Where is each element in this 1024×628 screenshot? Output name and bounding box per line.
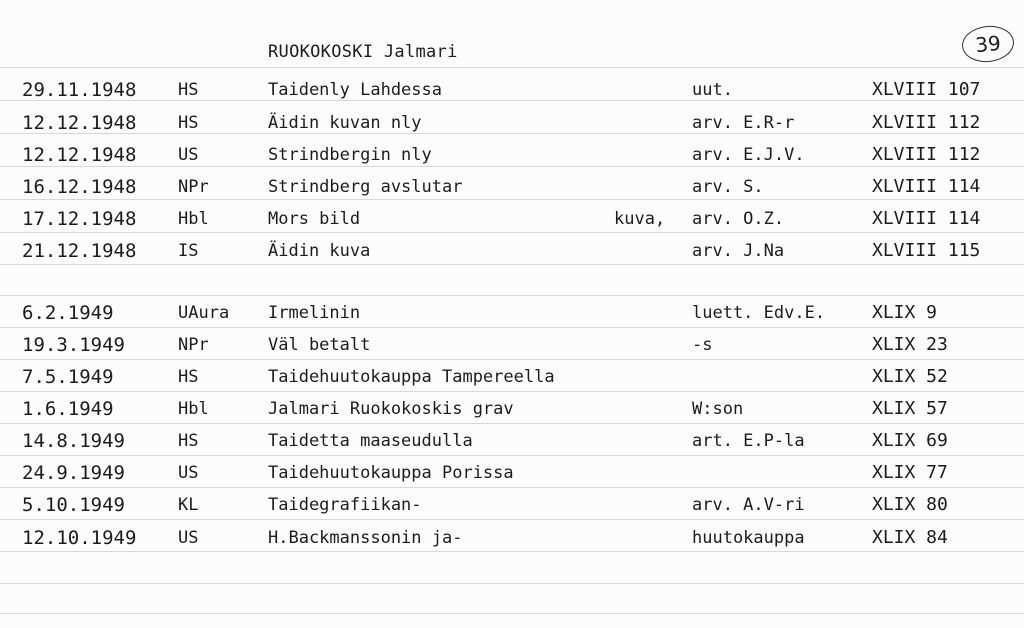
entry-title: Taidegrafiikan- <box>268 495 422 515</box>
entry-row <box>0 297 1024 329</box>
entry-note: art. E.P-la <box>692 431 805 451</box>
entry-note: W:son <box>692 399 744 419</box>
entry-title: Äidin kuvan nly <box>268 113 422 133</box>
entry-date: 12.12.1948 <box>22 112 137 134</box>
entry-reference: XLVIII 112 <box>872 144 981 165</box>
ruled-line <box>0 613 1024 614</box>
entry-note: -s <box>692 335 713 355</box>
entry-title: Väl betalt <box>268 335 371 355</box>
entry-title: Jalmari Ruokokoskis grav <box>268 399 514 419</box>
entry-publication: NPr <box>178 335 209 355</box>
entry-date: 21.12.1948 <box>22 240 137 262</box>
entry-title: Taidehuutokauppa Porissa <box>268 463 514 483</box>
entry-publication: IS <box>178 241 199 261</box>
card-name-heading: RUOKOKOSKI Jalmari <box>268 42 458 62</box>
entry-date: 12.10.1949 <box>22 527 137 549</box>
entry-publication: HS <box>178 367 199 387</box>
entry-publication: HS <box>178 431 199 451</box>
entry-title: Taidehuutokauppa Tampereella <box>268 367 555 387</box>
entry-date: 29.11.1948 <box>22 79 137 101</box>
entry-reference: XLIX 77 <box>872 462 948 483</box>
entry-date: 24.9.1949 <box>22 462 125 484</box>
entry-note: arv. E.J.V. <box>692 145 805 165</box>
entry-row <box>0 139 1024 171</box>
entry-reference: XLVIII 115 <box>872 240 981 261</box>
entry-reference: XLVIII 112 <box>872 112 981 133</box>
entry-date: 14.8.1949 <box>22 430 125 452</box>
entry-publication: US <box>178 528 199 548</box>
entry-title: Äidin kuva <box>268 241 371 261</box>
entry-date: 12.12.1948 <box>22 144 137 166</box>
entry-note: uut. <box>692 80 733 100</box>
entry-reference: XLIX 9 <box>872 302 938 323</box>
entry-title: Taidetta maaseudulla <box>268 431 473 451</box>
entry-note: arv. A.V-ri <box>692 495 805 515</box>
entry-reference: XLVIII 114 <box>872 208 981 229</box>
entry-row <box>0 457 1024 489</box>
entry-title: H.Backmanssonin ja- <box>268 528 463 548</box>
entry-note: arv. S. <box>692 177 764 197</box>
entry-reference: XLIX 80 <box>872 494 948 515</box>
entry-reference: XLIX 84 <box>872 527 948 548</box>
ruled-line <box>0 583 1024 584</box>
entry-reference: XLIX 52 <box>872 366 948 387</box>
entry-row <box>0 489 1024 521</box>
entry-date: 5.10.1949 <box>22 494 125 516</box>
entry-date: 19.3.1949 <box>22 334 125 356</box>
entry-note: arv. E.R-r <box>692 113 795 133</box>
entry-date: 17.12.1948 <box>22 208 137 230</box>
entry-publication: KL <box>178 495 199 515</box>
entry-row <box>0 361 1024 393</box>
entry-row <box>0 522 1024 554</box>
entry-publication: US <box>178 463 199 483</box>
entry-reference: XLVIII 107 <box>872 79 981 100</box>
entry-publication: US <box>178 145 199 165</box>
entry-date: 16.12.1948 <box>22 176 137 198</box>
entry-publication: HS <box>178 80 199 100</box>
entry-date: 6.2.1949 <box>22 302 114 324</box>
entry-publication: Hbl <box>178 209 209 229</box>
entry-date: 7.5.1949 <box>22 366 114 388</box>
entry-reference: XLIX 23 <box>872 334 948 355</box>
entry-note: luett. Edv.E. <box>692 303 826 323</box>
entry-row <box>0 203 1024 235</box>
ruled-line <box>0 67 1024 68</box>
entry-row <box>0 425 1024 457</box>
entry-publication: HS <box>178 113 199 133</box>
entry-reference: XLIX 69 <box>872 430 948 451</box>
entry-publication: Hbl <box>178 399 209 419</box>
entry-publication: NPr <box>178 177 209 197</box>
entry-note: huutokauppa <box>692 528 805 548</box>
entry-title: Mors bild <box>268 209 361 229</box>
entry-row <box>0 107 1024 139</box>
entry-note: arv. O.Z. <box>692 209 785 229</box>
entry-extra: kuva, <box>614 209 666 229</box>
entry-publication: UAura <box>178 303 230 323</box>
entry-row <box>0 235 1024 267</box>
entry-title: Irmelinin <box>268 303 361 323</box>
ruled-line <box>0 295 1024 296</box>
entry-date: 1.6.1949 <box>22 398 114 420</box>
page-number-circle: 39 <box>960 23 1015 64</box>
entry-reference: XLVIII 114 <box>872 176 981 197</box>
entry-title: Strindbergin nly <box>268 145 432 165</box>
entry-row <box>0 329 1024 361</box>
entry-title: Strindberg avslutar <box>268 177 463 197</box>
entry-row <box>0 393 1024 425</box>
entry-row <box>0 171 1024 203</box>
entry-reference: XLIX 57 <box>872 398 948 419</box>
entry-note: arv. J.Na <box>692 241 785 261</box>
entry-row <box>0 74 1024 106</box>
entry-title: Taidenly Lahdessa <box>268 80 442 100</box>
